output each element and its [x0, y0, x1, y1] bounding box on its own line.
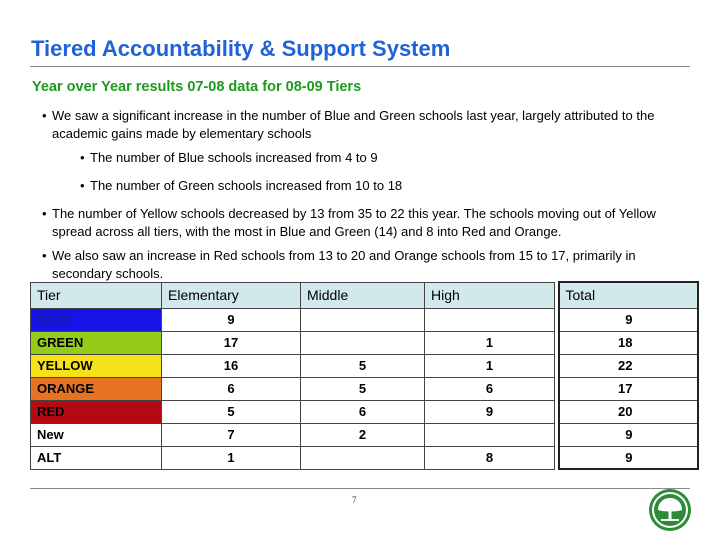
bullet-text: We saw a significant increase in the number of Blue and Green schools last year, largely attributed to the academic gains made by elementary schools	[52, 108, 655, 141]
tier-cell: ORANGE	[31, 377, 162, 400]
total-cell: 20	[559, 400, 698, 423]
middle-cell: 5	[301, 354, 425, 377]
tree-logo-icon	[648, 488, 692, 532]
table-row	[31, 308, 698, 331]
bullet-dot: •	[42, 206, 47, 221]
tier-cell: New	[31, 423, 162, 446]
elementary-cell: 17	[162, 331, 301, 354]
bullet-text: The number of Green schools increased from 10 to 18	[90, 178, 403, 193]
table-header-row	[31, 282, 698, 308]
elementary-cell: 9	[162, 308, 301, 331]
elementary-cell: 16	[162, 354, 301, 377]
page-number: 7	[352, 495, 357, 505]
bullet-text: The number of Yellow schools decreased by 13 from 35 to 22 this year. The schools moving out of Yellow spread across all tiers, with the most in Blue and Green (14) and 8 into Red and Orange.	[52, 206, 656, 239]
table-row	[31, 377, 698, 400]
footer-divider	[30, 488, 690, 489]
elementary-cell: 6	[162, 377, 301, 400]
bullet-list	[40, 107, 690, 289]
high-cell: 1	[425, 331, 555, 354]
table-row	[31, 446, 698, 469]
bullet-dot: •	[80, 150, 85, 165]
tier-cell: RED	[31, 400, 162, 423]
sub-bullet-item	[78, 177, 690, 195]
page-subtitle: Year over Year results 07-08 data for 08-09 Tiers	[32, 79, 362, 95]
title-divider	[30, 66, 690, 67]
high-cell	[425, 308, 555, 331]
header-tier: Tier	[31, 282, 162, 308]
table-row	[31, 423, 698, 446]
bullet-item	[40, 107, 690, 143]
middle-cell: 5	[301, 377, 425, 400]
middle-cell: 2	[301, 423, 425, 446]
total-cell: 18	[559, 331, 698, 354]
total-cell: 9	[559, 446, 698, 469]
header-middle: Middle	[301, 282, 425, 308]
bullet-dot: •	[42, 248, 47, 263]
elementary-cell: 5	[162, 400, 301, 423]
header-elementary: Elementary	[162, 282, 301, 308]
total-cell: 17	[559, 377, 698, 400]
high-cell: 9	[425, 400, 555, 423]
sub-bullet-item	[78, 149, 690, 167]
high-cell: 6	[425, 377, 555, 400]
tier-cell: ALT	[31, 446, 162, 469]
header-high: High	[425, 282, 555, 308]
total-cell: 22	[559, 354, 698, 377]
bullet-dot: •	[42, 108, 47, 123]
table-row	[31, 354, 698, 377]
high-cell	[425, 423, 555, 446]
high-cell: 8	[425, 446, 555, 469]
total-cell: 9	[559, 423, 698, 446]
elementary-cell: 1	[162, 446, 301, 469]
bullet-text: We also saw an increase in Red schools from 13 to 20 and Orange schools from 15 to 17, primarily in secondary schools.	[52, 248, 636, 281]
bullet-item	[40, 247, 690, 283]
table-row	[31, 400, 698, 423]
bullet-item	[40, 205, 690, 241]
bullet-dot: •	[80, 178, 85, 193]
total-cell: 9	[559, 308, 698, 331]
middle-cell	[301, 308, 425, 331]
middle-cell	[301, 446, 425, 469]
tier-results-table	[30, 281, 699, 470]
tier-cell: YELLOW	[31, 354, 162, 377]
table-row	[31, 331, 698, 354]
tier-cell: BLUE	[31, 308, 162, 331]
elementary-cell: 7	[162, 423, 301, 446]
bullet-text: The number of Blue schools increased from 4 to 9	[90, 150, 378, 165]
middle-cell	[301, 331, 425, 354]
header-total: Total	[559, 282, 698, 308]
page-title: Tiered Accountability & Support System	[31, 36, 451, 61]
high-cell: 1	[425, 354, 555, 377]
middle-cell: 6	[301, 400, 425, 423]
tier-cell: GREEN	[31, 331, 162, 354]
